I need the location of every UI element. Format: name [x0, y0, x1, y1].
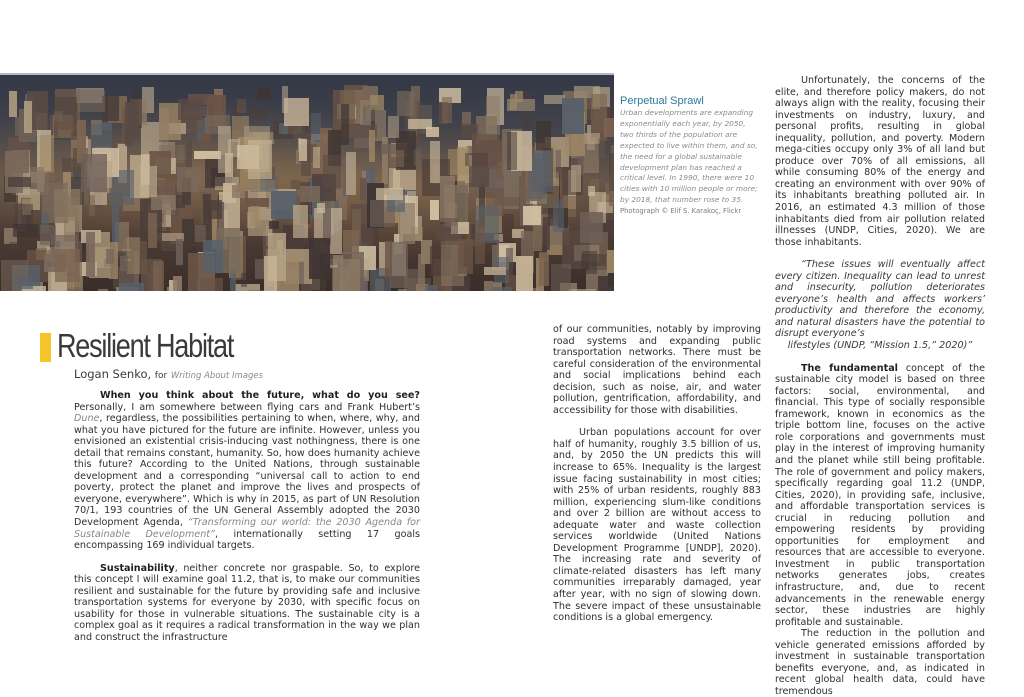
photo-credit: Photograph © Elif S. Karakoç, Flickr — [620, 207, 742, 216]
building-shape — [507, 132, 517, 171]
intro-text-c: , internationally setting 17 goals encompassing 169 individual targets. — [74, 528, 420, 552]
byline — [74, 367, 263, 381]
building-shape — [127, 237, 140, 274]
building-shape — [37, 167, 44, 192]
building-shape — [284, 98, 310, 126]
building-shape — [250, 206, 260, 226]
column-right — [775, 75, 985, 697]
building-shape — [9, 242, 19, 250]
paragraph-elite: Unfortunately, the concerns of the elite, and therefore policy makers, do not always align with the reality, focusing their investments on industry, luxury, and personal profits, resulting in global inequality, pollution, and poverty. Modern mega-cities occupy only 3% of all land but produce over 70% of all emissions, all while consuming 80% of the energy and creating an environment with over 90% of its inhabitants breathing polluted air. In 2016, an estimated 4.3 million of those inhabitants died from air pollution related illnesses (UNDP, Cities, 2020). We are those inhabitants. — [775, 75, 985, 248]
building-shape — [151, 195, 175, 211]
building-shape — [65, 289, 82, 291]
building-shape — [120, 256, 128, 271]
building-shape — [536, 121, 551, 150]
building-shape — [609, 153, 614, 191]
building-shape — [562, 98, 584, 134]
building-shape — [78, 90, 105, 112]
building-shape — [607, 250, 614, 272]
building-shape — [201, 133, 211, 147]
building-shape — [393, 169, 416, 191]
dune-title: Dune — [74, 413, 100, 425]
building-shape — [376, 188, 404, 200]
pull-quote: “These issues will eventually affect every citizen. Inequality can lead to unrest and insecurity, pollution deteriorates everyone’s health and affects workers’ productivity and therefore the economy, and natural disasters have the potential to disrupt everyone’s — [775, 259, 985, 340]
building-shape — [24, 101, 32, 133]
building-shape — [313, 147, 320, 168]
building-shape — [385, 241, 392, 278]
paragraph-urban-populations: Urban populations account for over half of humanity, roughly 3.5 billion of us, and, by 2050 the UN predicts this will increase to 65%. Inequality is the largest issue facing sustainability in most cities; with 25% of urban residents, roughly 883 million, experiencing slum-like conditions and over 2 billion are without access to adequate water and waste collection services worldwide (United Nations Development Programme [UNDP], 2020). The increasing rate and severity of climate-related disasters has left many communities irreparably damaged, year after year, with no sign of slowing down. The severe impact of these unsustainable conditions is a global emergency. — [553, 427, 761, 624]
sustainability-lead: Sustainability — [100, 562, 175, 574]
paragraph-sustainability — [74, 563, 420, 644]
building-shape — [48, 172, 55, 181]
building-shape — [539, 253, 549, 286]
building-shape — [571, 165, 581, 192]
intro-text-a: Personally, I am somewhere between flying cars and Frank Hubert’s — [74, 401, 420, 413]
building-shape — [86, 232, 95, 276]
building-shape — [54, 111, 63, 121]
building-shape — [176, 239, 183, 265]
building-shape — [523, 206, 541, 225]
building-shape — [241, 273, 247, 288]
title-accent-bar — [40, 333, 51, 362]
building-shape — [81, 154, 106, 192]
intro-lead: When you think about the future, what do you see? — [100, 390, 420, 401]
building-shape — [54, 189, 80, 221]
building-shape — [440, 218, 457, 245]
building-shape — [194, 151, 221, 159]
column-middle — [553, 324, 761, 624]
building-shape — [106, 249, 114, 265]
building-shape — [177, 167, 199, 192]
building-shape — [486, 96, 501, 136]
fundamental-text: concept of the sustainable city model is based on three factors: social, environmental, and financial. This type of socially responsible framework, known in economics as the triple bottom line, focuses on the active role corporations and governments must play in the interest of improving humanity and the planet while still being profitable. The role of government and policy makers, specifically regarding goal 11.2 (UNDP, Cities, 2020), in providing safe, inclusive, and affordable transportation services is crucial in reducing pollution and empowering residents by providing opportunities for employment and resources that are accessible to everyone. Investment in public transportation networks generates jobs, creates infrastructure, and, due to recent advancements in the renewable energy sector, these industries are highly profitable and sustainable. — [775, 362, 985, 628]
building-shape — [598, 276, 614, 291]
building-shape — [340, 259, 360, 291]
building-shape — [390, 242, 408, 287]
publication-name: Writing About Images — [170, 371, 263, 381]
sustainability-text: , neither concrete nor graspable. So, to explore this concept I will examine goal 11.2, that is, to make our communities resilient and sustainable for the future by providing safe and inclusive transportation systems for everyone by 2030, with specific focus on usability for those in vulnerable situations. The sustainable city is a complex goal as it requires a radical transformation in the way we plan and construct the infrastructure — [74, 562, 420, 643]
author-name: Logan Senko, — [74, 367, 152, 381]
paragraph-communities: of our communities, notably by improving road systems and expanding public transportation networks. There must be careful consideration of the environmental and social implications behind each decision, such as noise, air, and water pollution, gentrification, affordability, and accessibility for those with disabilities. — [553, 324, 761, 416]
building-shape — [469, 166, 489, 187]
building-shape — [553, 201, 564, 231]
building-shape — [173, 276, 183, 291]
building-shape — [264, 256, 276, 291]
building-shape — [551, 264, 571, 291]
building-shape — [257, 87, 271, 98]
building-shape — [55, 249, 79, 282]
building-shape — [98, 289, 108, 291]
building-shape — [510, 94, 517, 110]
building-shape — [430, 141, 440, 183]
building-shape — [598, 138, 605, 158]
building-shape — [389, 150, 404, 167]
building-shape — [125, 102, 133, 146]
city-skyline-photo — [0, 73, 614, 291]
article-title: Resilient Habitat — [57, 327, 234, 364]
building-shape — [397, 91, 414, 116]
building-shape — [323, 155, 341, 189]
building-shape — [341, 104, 350, 145]
building-shape — [440, 176, 455, 222]
building-shape — [568, 289, 595, 291]
column-left — [74, 390, 420, 643]
building-shape — [195, 225, 206, 241]
building-shape — [425, 285, 438, 291]
building-shape — [418, 254, 425, 283]
building-shape — [18, 277, 33, 289]
building-shape — [465, 153, 488, 166]
building-shape — [248, 108, 268, 119]
building-shape — [581, 254, 606, 266]
building-shape — [442, 97, 452, 123]
building-shape — [492, 287, 512, 292]
building-shape — [148, 213, 157, 248]
building-shape — [299, 139, 307, 161]
building-shape — [317, 203, 324, 213]
building-shape — [301, 284, 312, 291]
building-shape — [475, 220, 485, 264]
caption-body: Urban developments are expanding exponentially each year, by 2050, two thirds of the population are expected to live within them, and so, the need for a global sustainable development plan has reached a critical level. In 1990, there were 10 cities with 10 million people or more; by 2018, that number rose to 35. — [620, 108, 758, 205]
building-shape — [248, 140, 272, 179]
caption-title: Perpetual Sprawl — [620, 95, 704, 107]
building-shape — [580, 212, 603, 243]
building-shape — [112, 205, 119, 242]
building-shape — [178, 99, 203, 120]
building-shape — [13, 224, 38, 237]
byline-for: for — [154, 371, 168, 381]
building-shape — [237, 99, 246, 113]
building-shape — [408, 119, 432, 129]
building-shape — [398, 289, 407, 291]
pull-quote-citation: lifestyles (UNDP, “Mission 1.5,” 2020)” — [787, 340, 973, 352]
building-shape — [309, 238, 330, 279]
building-shape — [343, 230, 358, 254]
photo-caption — [620, 95, 760, 215]
building-shape — [293, 205, 308, 239]
fundamental-lead: The fundamental — [801, 362, 898, 374]
building-shape — [458, 239, 473, 274]
building-shape — [218, 126, 231, 173]
building-shape — [119, 283, 143, 291]
building-shape — [300, 186, 320, 202]
building-shape — [388, 116, 399, 138]
building-shape — [232, 185, 245, 198]
building-shape — [360, 100, 371, 125]
building-shape — [375, 110, 386, 141]
building-shape — [9, 91, 18, 117]
building-shape — [186, 141, 192, 169]
building-shape — [430, 200, 439, 220]
building-shape — [269, 221, 278, 229]
paragraph-intro — [74, 390, 420, 552]
building-shape — [8, 177, 31, 187]
building-shape — [204, 200, 222, 219]
building-shape — [543, 217, 550, 251]
building-shape — [484, 267, 507, 275]
building-shape — [369, 130, 375, 162]
building-shape — [153, 261, 164, 291]
building-shape — [203, 240, 223, 273]
paragraph-fundamental — [775, 363, 985, 629]
building-shape — [140, 166, 158, 197]
agenda-title: “Transforming our world: the 2030 Agenda for Sustainable Development” — [74, 517, 420, 540]
building-shape — [414, 149, 421, 165]
paragraph-reduction: The reduction in the pollution and vehicle generated emissions afforded by investment in sustainable transportation benefits everyone, and, as indicated in recent global health data, could have tremendous — [775, 628, 985, 697]
building-shape — [516, 256, 534, 291]
building-shape — [346, 152, 356, 195]
intro-text-b: , regardless, the possibilities pertaining to when, where, why, and what you have pictured for the future are infinite. However, unless you envisioned an existential crisis-inducing vast nothingness, there is one detail that remains constant, humanity. So, how does humanity achieve this future? According to the United Nations, through sustainable development and a corresponding “universal call to action to end poverty, protect the planet and improve the lives and prospects of everyone, everywhere”. Which is why in 2015, as part of UN Resolution 70/1, 193 countries of the UN General Assembly adopted the 2030 Development Agenda, — [74, 413, 420, 529]
